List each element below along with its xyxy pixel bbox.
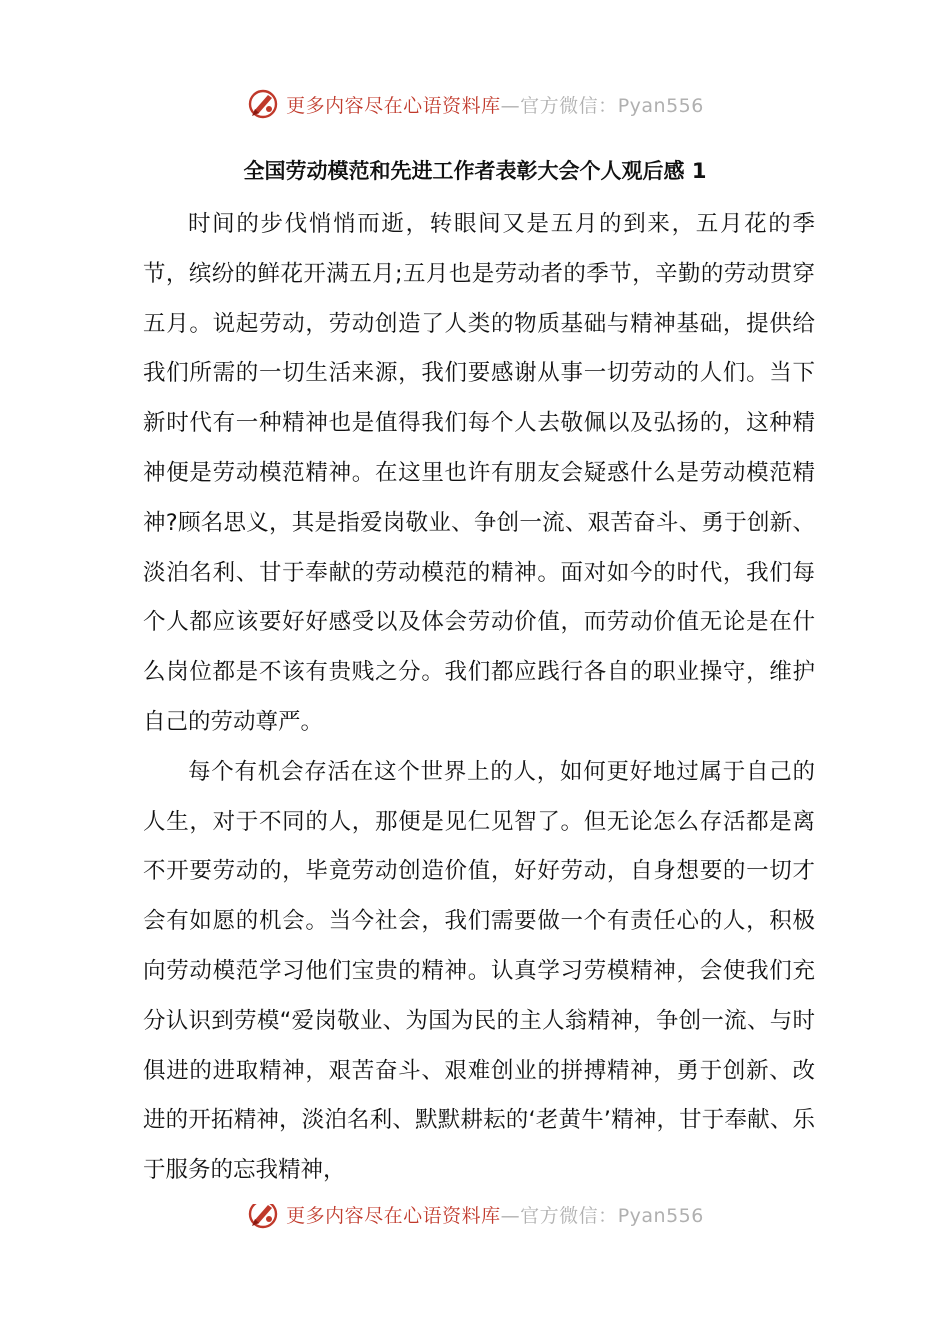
banner-wechat-id: Pyan556	[617, 94, 704, 117]
banner-wechat-id: Pyan556	[617, 1204, 704, 1227]
banner-library-name: 更多内容尽在心语资料库	[286, 1204, 501, 1227]
banner-text	[286, 1204, 704, 1228]
pen-logo-icon	[246, 1204, 280, 1231]
banner-separator: —	[500, 1204, 521, 1227]
paragraph-1: 时间的步伐悄悄而逝，转眼间又是五月的到来，五月花的季节，缤纷的鲜花开满五月;五月也是劳动者的季节，辛勤的劳动贯穿五月。说起劳动，劳动创造了人类的物质基础与精神基础，提供给我们所需的一切生活来源，我们要感谢从事一切劳动的人们。当下新时代有一种精神也是值得我们每个人去敬佩以及弘扬的，这种精神便是劳动模范精神。在这里也许有朋友会疑惑什么是劳动模范精神?顾名思义，其是指爱岗敬业、争创一流、艰苦奋斗、勇于创新、淡泊名利、甘于奉献的劳动模范的精神。面对如今的时代，我们每个人都应该要好好感受以及体会劳动价值，而劳动价值无论是在什么岗位都是不该有贵贱之分。我们都应践行各自的职业操守，维护自己的劳动尊严。	[143, 211, 815, 735]
banner-separator: —	[500, 94, 521, 117]
banner-library-name: 更多内容尽在心语资料库	[286, 94, 501, 117]
document-title: 全国劳动模范和先进工作者表彰大会个人观后感 1	[243, 159, 707, 183]
header-banner	[0, 84, 950, 124]
footer-banner	[0, 1204, 950, 1232]
banner-wechat-label: 官方微信：	[520, 94, 618, 117]
paragraph-2: 每个有机会存活在这个世界上的人，如何更好地过属于自己的人生，对于不同的人，那便是见仁见智了。但无论怎么存活都是离不开要劳动的，毕竟劳动创造价值，好好劳动，自身想要的一切才会有如愿的机会。当今社会，我们需要做一个有责任心的人，积极向劳动模范学习他们宝贵的精神。认真学习劳模精神，会使我们充分认识到劳模“爱岗敬业、为国为民的主人翁精神，争创一流、与时俱进的进取精神，艰苦奋斗、艰难创业的拼搏精神，勇于创新、改进的开拓精神，淡泊名利、默默耕耘的‘老黄牛’精神，甘于奉献、乐于服务的忘我精神，	[143, 758, 815, 1184]
document-body	[143, 200, 815, 1196]
banner-text	[286, 91, 704, 118]
pen-logo-icon	[246, 87, 280, 121]
banner-wechat-label: 官方微信：	[520, 1204, 618, 1227]
